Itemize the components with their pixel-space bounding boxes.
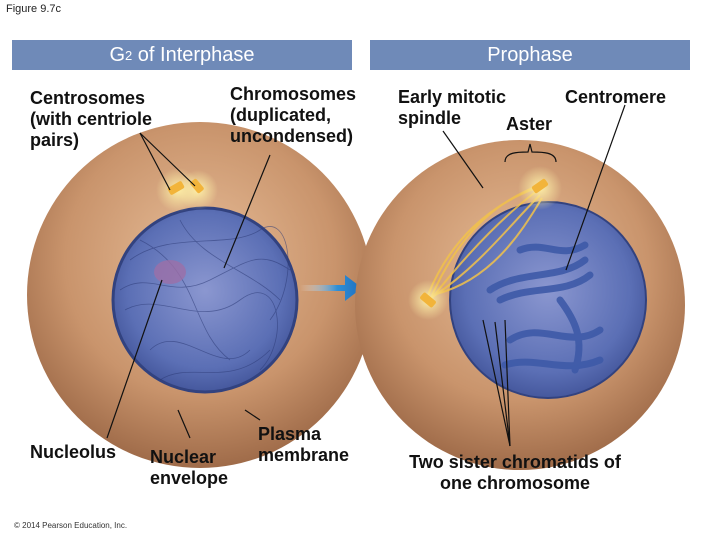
- label-aster: Aster: [506, 114, 553, 134]
- nucleolus-shape: [154, 260, 186, 284]
- prophase-header-text: Prophase: [487, 43, 573, 66]
- prophase-nucleus: [450, 202, 646, 398]
- label-nucleolus: Nucleolus: [30, 442, 117, 462]
- copyright-notice: © 2014 Pearson Education, Inc.: [14, 521, 128, 530]
- label-centromere: Centromere: [565, 87, 667, 107]
- label-nuclear-envelope: Nuclear envelope: [150, 447, 229, 488]
- g2-nucleus: [113, 208, 297, 392]
- label-early-mitotic-spindle: Early mitotic spindle: [398, 87, 507, 128]
- label-chromosomes: Chromosomes (duplicated, uncondensed): [230, 84, 357, 146]
- label-plasma-membrane: Plasma membrane: [258, 424, 350, 465]
- g2-header-subscript: 2: [125, 47, 133, 63]
- g2-header-prefix: G: [109, 43, 125, 66]
- g2-header-suffix: of Interphase: [132, 43, 255, 66]
- label-sister-chromatids: Two sister chromatids of one chromosome: [409, 452, 621, 493]
- figure-label: Figure 9.7c: [6, 3, 62, 15]
- label-centrosomes: Centrosomes (with centriole pairs): [30, 88, 153, 150]
